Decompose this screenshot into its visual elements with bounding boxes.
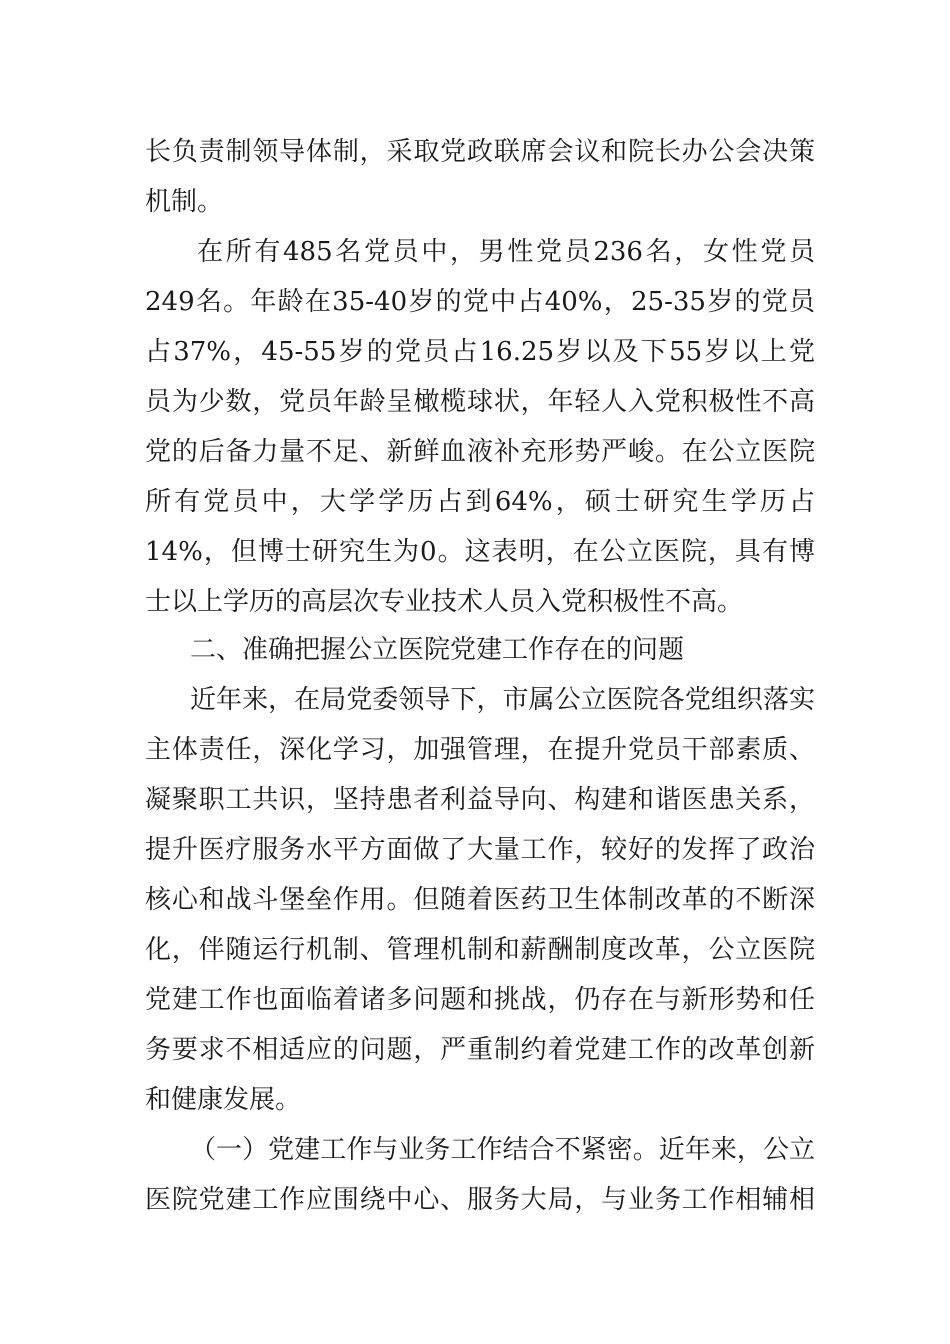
text-line: 占37%，45-55岁的党员占16.25岁以及下55岁以上党 — [145, 337, 815, 367]
text-line: 249名。年龄在35-40岁的党中占40%，25-35岁的党员 — [145, 287, 815, 317]
text-line: 务要求不相适应的问题，严重制约着党建工作的改革创新 — [145, 1035, 815, 1065]
text-line: 主体责任，深化学习，加强管理，在提升党员干部素质、 — [145, 735, 815, 765]
text-line: 所有党员中，大学学历占到64%，硕士研究生学历占 — [145, 487, 815, 517]
text-line: 士以上学历的高层次专业技术人员入党积极性不高。 — [145, 587, 744, 617]
paragraph-first-line: 近年来，在局党委领导下，市属公立医院各党组织落实 — [190, 685, 815, 715]
text-line: 化，伴随运行机制、管理机制和薪酬制度改革，公立医院 — [145, 935, 815, 965]
section-heading: 二、准确把握公立医院党建工作存在的问题 — [190, 635, 685, 665]
text-line: 党建工作也面临着诸多问题和挑战，仍存在与新形势和任 — [145, 985, 815, 1015]
text-line: 员为少数，党员年龄呈橄榄球状，年轻人入党积极性不高 — [145, 387, 815, 417]
text-line: 机制。 — [145, 187, 224, 217]
text-line: 提升医疗服务水平方面做了大量工作，较好的发挥了政治 — [145, 835, 815, 865]
text-line: 党的后备力量不足、新鲜血液补充形势严峻。在公立医院 — [145, 437, 815, 467]
text-line: 凝聚职工共识，坚持患者利益导向、构建和谐医患关系， — [145, 785, 815, 815]
text-line: 14%，但博士研究生为0。这表明，在公立医院，具有博 — [145, 537, 815, 567]
subsection-heading-line: （一）党建工作与业务工作结合不紧密。近年来，公立 — [190, 1135, 815, 1165]
text-line: 和健康发展。 — [145, 1085, 302, 1115]
text-line: 核心和战斗堡垒作用。但随着医药卫生体制改革的不断深 — [145, 885, 815, 915]
paragraph-first-line: 在所有485名党员中，男性党员236名，女性党员 — [197, 237, 815, 267]
text-line: 长负责制领导体制，采取党政联席会议和院长办公会决策 — [145, 137, 815, 167]
text-line: 医院党建工作应围绕中心、服务大局，与业务工作相辅相 — [145, 1185, 815, 1215]
